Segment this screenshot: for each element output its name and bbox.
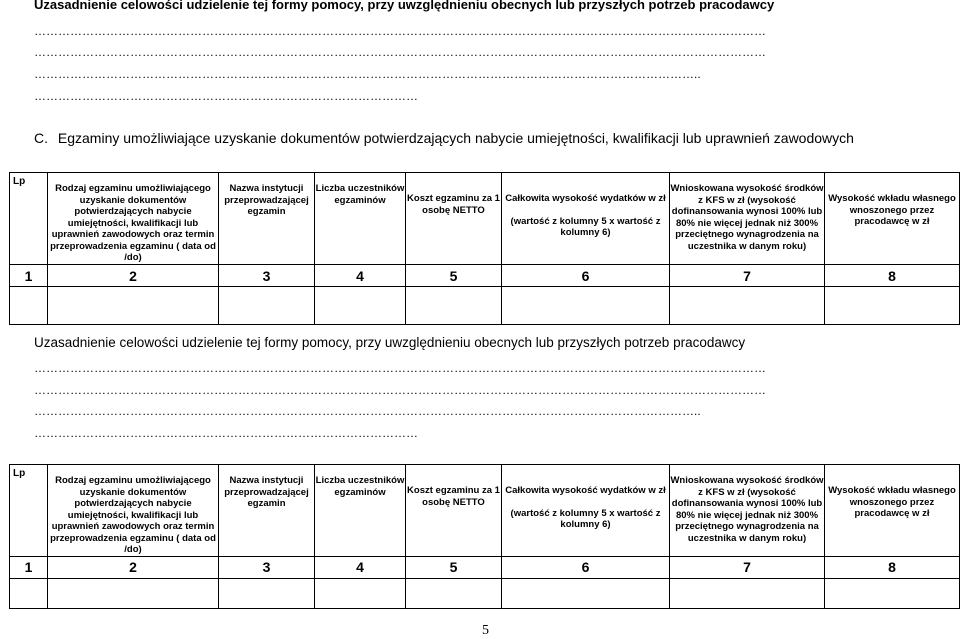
cell-empty[interactable] (315, 287, 406, 325)
cell-empty[interactable] (502, 578, 670, 608)
table-number-row (10, 265, 960, 287)
exam-table-1 (9, 172, 960, 325)
header-kfs-amount: Wnioskowana wysokość środków z KFS w zł (wysokość dofinansowania wynosi 100% lub 80% nie więcej jednak niż 300% przeciętnego wynagrodzenia na uczestnika w danym roku) (670, 465, 825, 557)
col-number: 3 (219, 556, 315, 578)
dotted-line-4[interactable]: …………………………………………………………………………………… (34, 426, 418, 440)
header-lp: Lp (10, 465, 48, 557)
dotted-line-1[interactable]: ………………………………………………………………………………………………………………………………………………………………… (34, 24, 766, 38)
cell-empty[interactable] (825, 578, 960, 608)
col-number: 6 (502, 556, 670, 578)
header-own-contribution: Wysokość wkładu własnego wnoszonego przez pracodawcę w zł (825, 465, 960, 557)
header-total: Całkowita wysokość wydatków w zł (wartość z kolumny 5 x wartość z kolumny 6) (502, 465, 670, 557)
cell-empty[interactable] (48, 578, 219, 608)
col-number: 4 (315, 265, 406, 287)
dotted-line-1[interactable]: ………………………………………………………………………………………………………………………………………………………………… (34, 361, 766, 375)
header-kfs-amount: Wnioskowana wysokość środków z KFS w zł (wysokość dofinansowania wynosi 100% lub 80% nie więcej jednak niż 300% przeciętnego wynagrodzenia na uczestnika w danym roku) (670, 173, 825, 265)
cell-empty[interactable] (48, 287, 219, 325)
col-number: 2 (48, 556, 219, 578)
header-total: Całkowita wysokość wydatków w zł (wartość z kolumny 5 x wartość z kolumny 6) (502, 173, 670, 265)
table-number-row (10, 556, 960, 578)
cell-empty[interactable] (406, 287, 502, 325)
justification-label-middle: Uzasadnienie celowości udzielenie tej formy pomocy, przy uwzględnieniu obecnych lub przyszłych potrzeb pracodawcy (34, 335, 746, 350)
dotted-line-3[interactable]: ………………………………………………………………………………………………………………………………………………….. (34, 404, 701, 418)
header-participants: Liczba uczestników egzaminów (315, 465, 406, 557)
col-number: 2 (48, 265, 219, 287)
dotted-line-4[interactable]: …………………………………………………………………………………… (34, 89, 418, 103)
col-number: 3 (219, 265, 315, 287)
cell-empty[interactable] (10, 578, 48, 608)
header-institution: Nazwa instytucji przeprowadzającej egzamin (219, 173, 315, 265)
cell-empty[interactable] (670, 287, 825, 325)
header-own-contribution: Wysokość wkładu własnego wnoszonego przez pracodawcę w zł (825, 173, 960, 265)
header-participants: Liczba uczestników egzaminów (315, 173, 406, 265)
cell-empty[interactable] (219, 287, 315, 325)
col-number: 7 (670, 556, 825, 578)
col-number: 8 (825, 556, 960, 578)
cell-empty[interactable] (219, 578, 315, 608)
cell-empty[interactable] (406, 578, 502, 608)
section-letter: C. (34, 130, 48, 146)
cell-empty[interactable] (825, 287, 960, 325)
cell-empty[interactable] (315, 578, 406, 608)
header-cost: Koszt egzaminu za 1 osobę NETTO (406, 173, 502, 265)
dotted-line-2[interactable]: ………………………………………………………………………………………………………………………………………………………………… (34, 45, 766, 59)
justification-label-top: Uzasadnienie celowości udzielenie tej formy pomocy, przy uwzględnieniu obecnych lub przyszłych potrzeb pracodawcy (34, 0, 775, 12)
header-lp: Lp (10, 173, 48, 265)
col-number: 1 (10, 265, 48, 287)
col-number: 5 (406, 265, 502, 287)
header-exam-type: Rodzaj egzaminu umożliwiającego uzyskanie dokumentów potwierdzających nabycie umiejętności, kwalifikacji lub uprawnień zawodowych oraz termin przeprowadzenia egzaminu ( data od /do) (48, 465, 219, 557)
col-number: 8 (825, 265, 960, 287)
col-number: 1 (10, 556, 48, 578)
section-c-heading (34, 130, 854, 146)
cell-empty[interactable] (670, 578, 825, 608)
dotted-line-2[interactable]: ………………………………………………………………………………………………………………………………………………………………… (34, 383, 766, 397)
col-number: 5 (406, 556, 502, 578)
col-number: 4 (315, 556, 406, 578)
header-exam-type: Rodzaj egzaminu umożliwiającego uzyskanie dokumentów potwierdzających nabycie umiejętności, kwalifikacji lub uprawnień zawodowych oraz termin przeprowadzenia egzaminu ( data od /do) (48, 173, 219, 265)
cell-empty[interactable] (10, 287, 48, 325)
col-number: 7 (670, 265, 825, 287)
header-institution: Nazwa instytucji przeprowadzającej egzamin (219, 465, 315, 557)
header-cost: Koszt egzaminu za 1 osobę NETTO (406, 465, 502, 557)
dotted-line-3[interactable]: ………………………………………………………………………………………………………………………………………………….. (34, 67, 701, 81)
table-data-row (10, 287, 960, 325)
table-header-row (10, 465, 960, 557)
page-number: 5 (482, 623, 489, 638)
cell-empty[interactable] (502, 287, 670, 325)
exam-table-2 (9, 464, 960, 609)
col-number: 6 (502, 265, 670, 287)
section-title: Egzaminy umożliwiające uzyskanie dokumentów potwierdzających nabycie umiejętności, kwalifikacji lub uprawnień zawodowych (57, 130, 854, 146)
table-data-row (10, 578, 960, 608)
table-header-row (10, 173, 960, 265)
